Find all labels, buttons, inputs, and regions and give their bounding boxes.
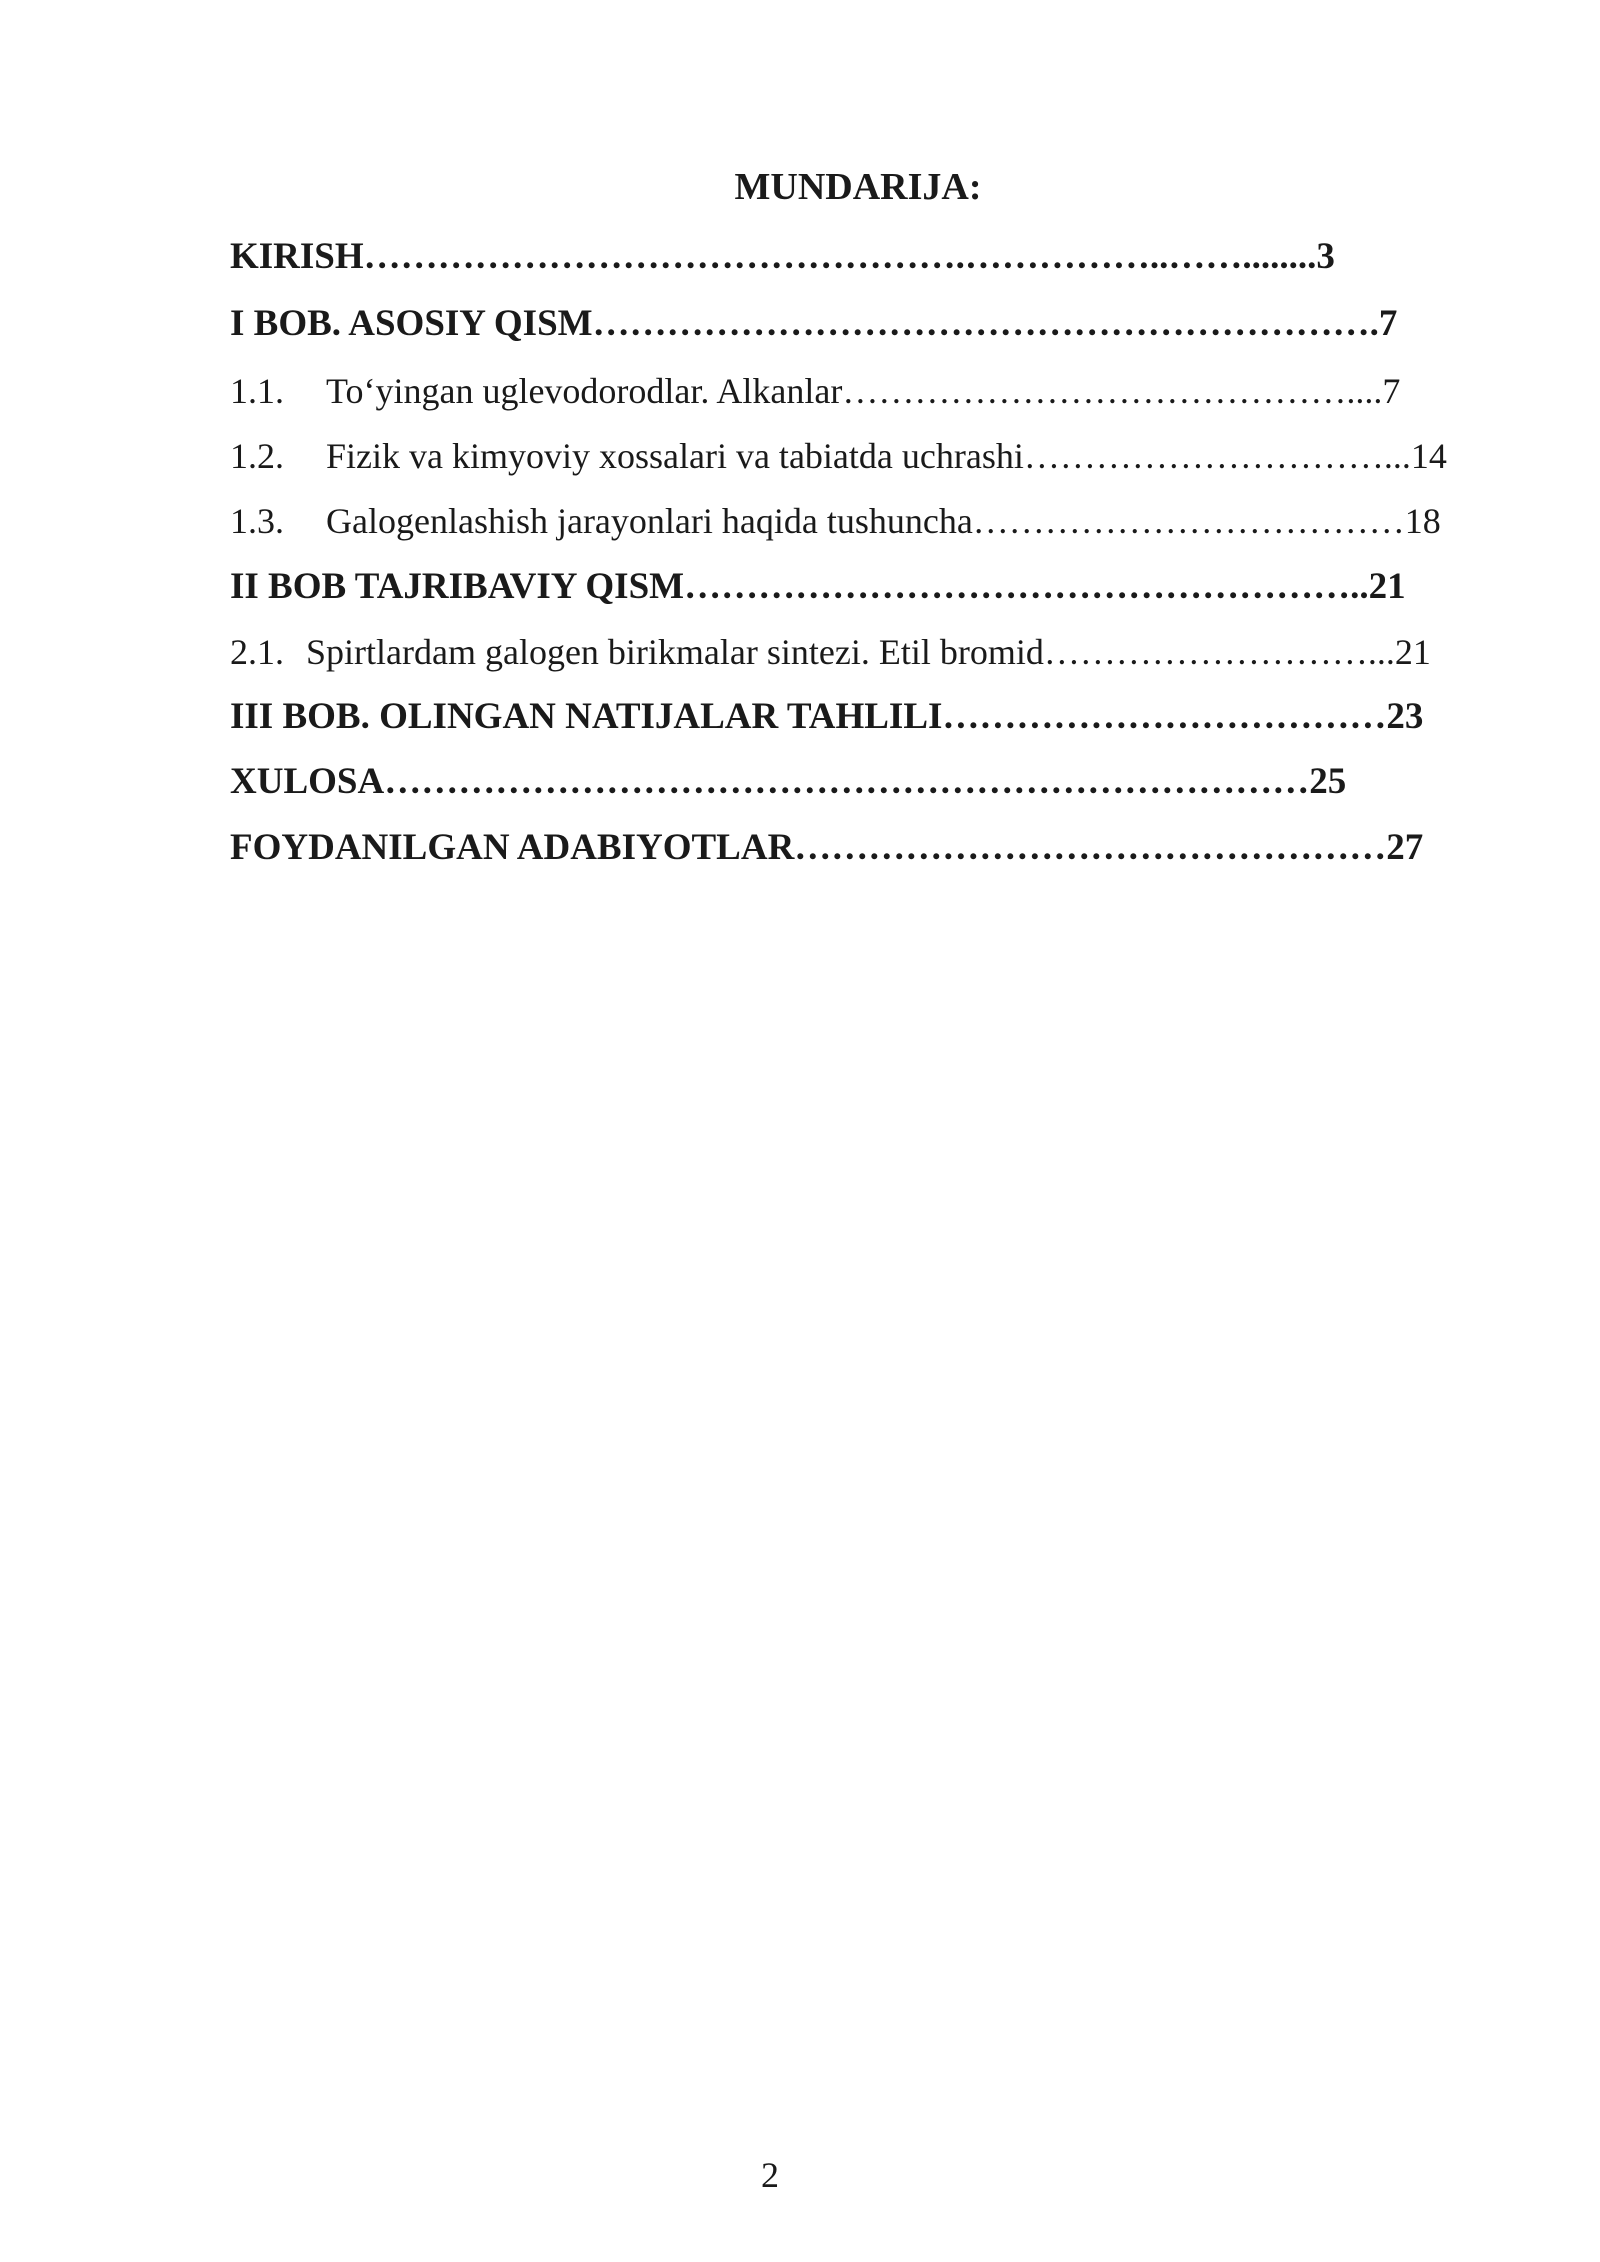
toc-entry-text: Fizik va kimyoviy xossalari va tabiatda uchrashi…………………………...14 — [326, 436, 1447, 476]
toc-entry-2-1 — [230, 627, 1484, 677]
toc-entry-text: Spirtlardam galogen birikmalar sintezi. Etil bromid………………………...21 — [306, 632, 1431, 672]
toc-entry-text: I BOB. ASOSIY QISM……………………………………………………….7 — [230, 303, 1398, 344]
toc-entry-adabiyotlar — [230, 823, 1488, 873]
toc-title: MUNDARIJA: — [734, 166, 982, 208]
toc-entry-text: II BOB TAJRIBAVIY QISM………………………………………………..21 — [230, 566, 1406, 607]
toc-entry-number: 1.1. — [230, 371, 284, 411]
toc-entry-1-2 — [230, 431, 1490, 481]
toc-entry-number: 2.1. — [230, 632, 284, 672]
toc-entry-kirish — [230, 232, 1486, 282]
toc-entry-text: FOYDANILGAN ADABIYOTLAR…………………………………………27 — [230, 827, 1424, 868]
toc-entry-chapter-3 — [230, 692, 1488, 742]
toc-entry-text: III BOB. OLINGAN NATIJALAR TAHLILI………………………………23 — [230, 696, 1424, 737]
page-number: 2 — [761, 2155, 779, 2195]
toc-entry-number: 1.3. — [230, 501, 284, 541]
toc-entry-text: Galogenlashish jarayonlari haqida tushuncha………………………………18 — [326, 501, 1441, 541]
toc-entry-chapter-2 — [230, 562, 1490, 612]
toc-entry-text: XULOSA…………………………………………………………………25 — [230, 761, 1347, 802]
toc-entry-xulosa — [230, 757, 1488, 807]
toc-entry-text: To‘yingan uglevodorodlar. Alkanlar……………………………………....7 — [326, 371, 1401, 411]
toc-entry-chapter-1 — [230, 299, 1490, 349]
toc-entry-text: KIRISH………………………………………….……………..……........3 — [230, 236, 1335, 277]
toc-entry-1-1 — [230, 366, 1490, 416]
toc-entry-1-3 — [230, 496, 1490, 546]
toc-entry-number: 1.2. — [230, 436, 284, 476]
